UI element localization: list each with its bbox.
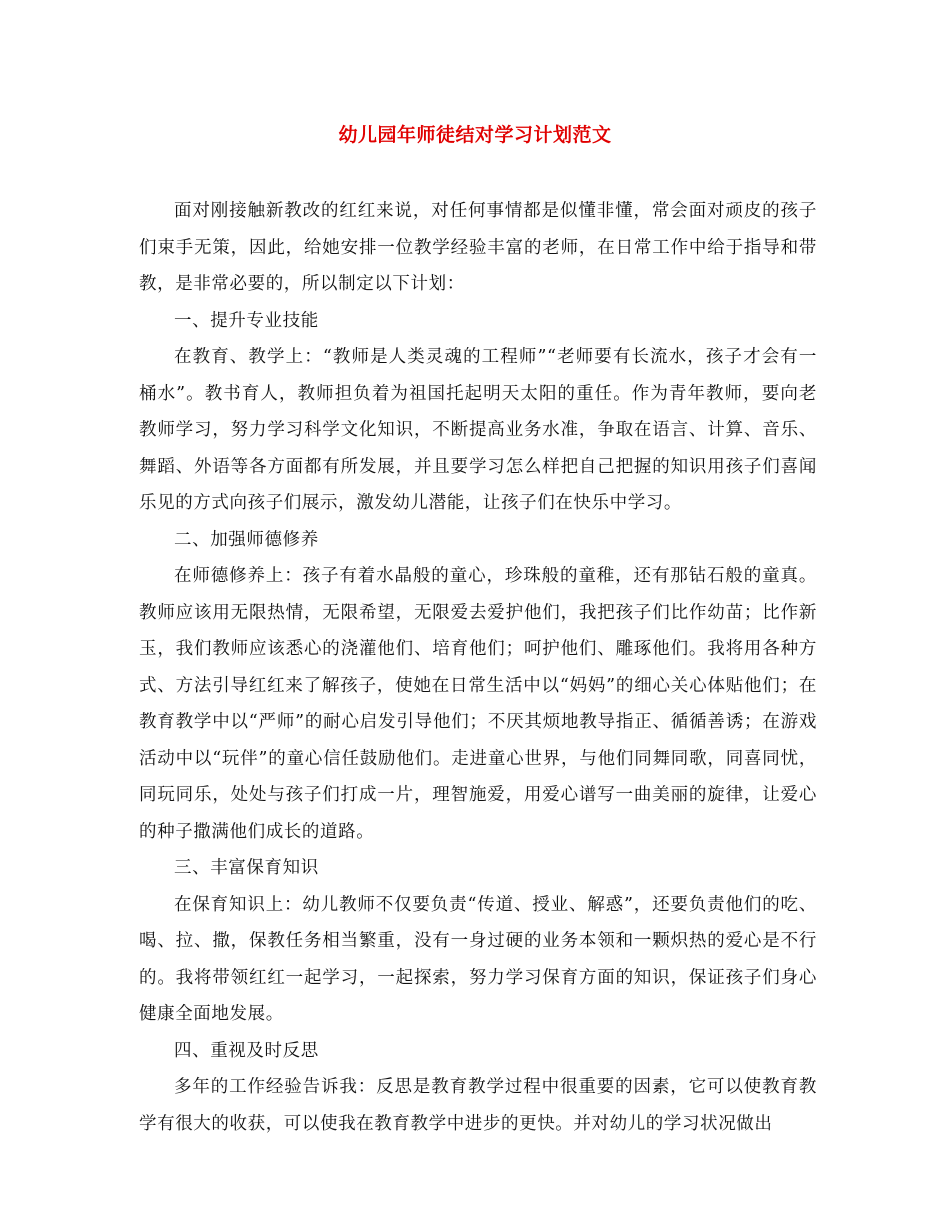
section-heading-4: 四、重视及时反思 xyxy=(174,1040,319,1061)
paragraph-section-3: 在保育知识上：幼儿教师不仅要负责“传道、授业、解惑”，还要负责他们的吃、喝、拉、撒，保教任务相当繁重，没有一身过硬的业务本领和一颗炽热的爱心是不行的。我将带领红红一起学习，一起探索，努力学习保育方面的知识，保证孩子们身心健康全面地发展。 xyxy=(139,894,817,1024)
document-body xyxy=(139,193,817,1142)
section-heading-1: 一、提升专业技能 xyxy=(174,310,319,331)
section-heading-2: 二、加强师德修养 xyxy=(174,529,319,550)
paragraph-section-2: 在师德修养上：孩子有着水晶般的童心，珍珠般的童稚，还有那钻石般的童真。教师应该用无限热情，无限希望，无限爱去爱护他们，我把孩子们比作幼苗；比作新玉，我们教师应该悉心的浇灌他们、培育他们；呵护他们、雕琢他们。我将用各种方式、方法引导红红来了解孩子，使她在日常生活中以“妈妈”的细心关心体贴他们；在教育教学中以“严师”的耐心启发引导他们；不厌其烦地教导指正、循循善诱；在游戏活动中以“玩伴”的童心信任鼓励他们。走进童心世界，与他们同舞同歌，同喜同忧，同玩同乐，处处与孩子们打成一片，理智施爱，用爱心谱写一曲美丽的旋律，让爱心的种子撒满他们成长的道路。 xyxy=(139,566,817,842)
paragraph-section-4: 多年的工作经验告诉我：反思是教育教学过程中很重要的因素，它可以使教育教学有很大的收获，可以使我在教育教学中进步的更快。并对幼儿的学习状况做出 xyxy=(139,1077,817,1134)
section-heading-3: 三、丰富保育知识 xyxy=(174,858,319,878)
paragraph-section-1: 在教育、教学上：“教师是人类灵魂的工程师”“老师要有长流水，孩子才会有一桶水”。教书育人，教师担负着为祖国托起明天太阳的重任。作为青年教师，要向老教师学习，努力学习科学文化知识，不断提高业务水准，争取在语言、计算、音乐、舞蹈、外语等各方面都有所发展，并且要学习怎么样把自己把握的知识用孩子们喜闻乐见的方式向孩子们展示，激发幼儿潜能，让孩子们在快乐中学习。 xyxy=(139,347,817,513)
document-title: 幼儿园年师徒结对学习计划范文 xyxy=(338,124,612,146)
paragraph-intro: 面对刚接触新教改的红红来说，对任何事情都是似懂非懂，常会面对顽皮的孩子们束手无策，因此，给她安排一位教学经验丰富的老师，在日常工作中给于指导和带教，是非常必要的，所以制定以下计划： xyxy=(139,201,817,294)
